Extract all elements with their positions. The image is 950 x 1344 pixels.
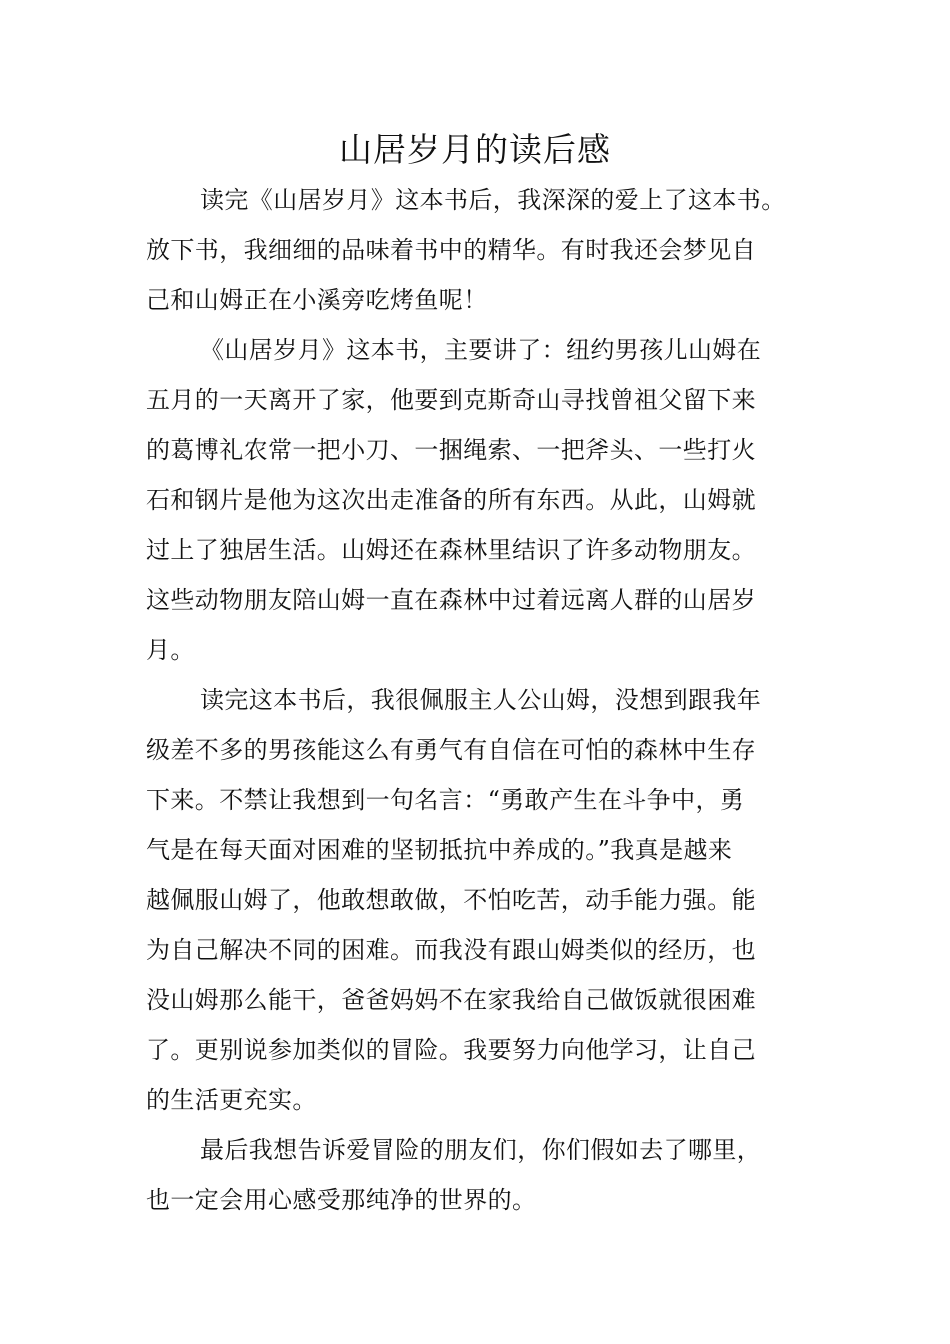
text-line: 《山居岁月》这本书，主要讲了：纽约男孩儿山姆在 [200,336,762,364]
text-line: 月。 [146,636,195,664]
text-line: 五月的一天离开了家，他要到克斯奇山寻找曾祖父留下来 [146,386,756,414]
text-line: 的生活更充实。 [146,1086,317,1114]
text-line: 的葛博礼农常一把小刀、一捆绳索、一把斧头、一些打火 [146,436,756,464]
text-line: 气是在每天面对困难的坚韧抵抗中养成的。”我真是越来 [146,836,733,864]
text-line: 过上了独居生活。山姆还在森林里结识了许多动物朋友。 [146,536,756,564]
text-line: 这些动物朋友陪山姆一直在森林中过着远离人群的山居岁 [146,586,756,614]
text-line: 了。更别说参加类似的冒险。我要努力向他学习，让自己 [146,1036,756,1064]
text-line: 放下书，我细细的品味着书中的精华。有时我还会梦见自 [146,236,756,264]
text-line: 读完《山居岁月》这本书后，我深深的爱上了这本书。 [200,186,786,214]
text-line: 己和山姆正在小溪旁吃烤鱼呢！ [146,286,488,314]
text-line: 级差不多的男孩能这么有勇气有自信在可怕的森林中生存 [146,736,756,764]
text-line: 越佩服山姆了，他敢想敢做，不怕吃苦，动手能力强。能 [146,886,756,914]
text-line: 没山姆那么能干，爸爸妈妈不在家我给自己做饭就很困难 [146,986,756,1014]
text-line: 下来。不禁让我想到一句名言：“勇敢产生在斗争中，勇 [146,786,745,814]
text-line: 也一定会用心感受那纯净的世界的。 [146,1186,537,1214]
document-title: 山居岁月的读后感 [339,130,611,169]
text-line: 石和钢片是他为这次出走准备的所有东西。从此，山姆就 [146,486,756,514]
text-line: 读完这本书后，我很佩服主人公山姆，没想到跟我年 [200,686,762,714]
text-line: 为自己解决不同的困难。而我没有跟山姆类似的经历，也 [146,936,756,964]
text-line: 最后我想告诉爱冒险的朋友们，你们假如去了哪里， [200,1136,762,1164]
